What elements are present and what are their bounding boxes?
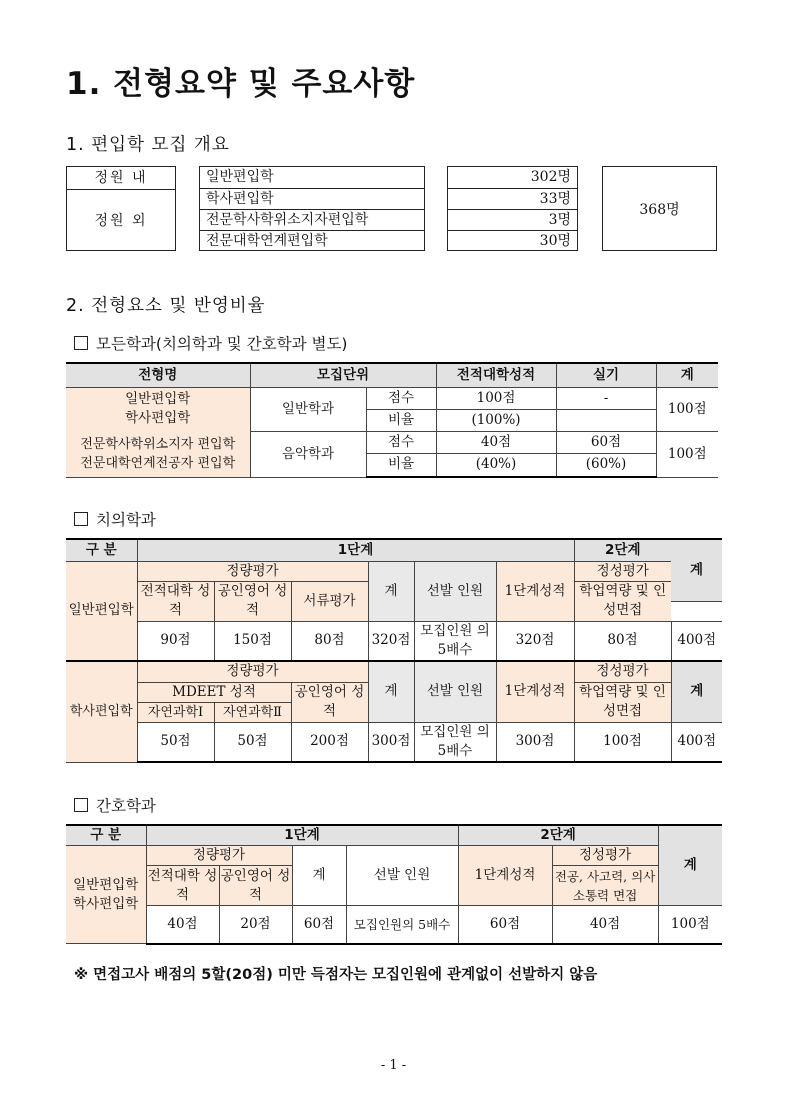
stage1-result-label: 1단계성적 [496,661,574,722]
quant-label: 정량평가 [137,661,368,682]
qual-label: 정성평가 [552,846,658,866]
checkbox-square-icon [74,798,88,812]
dental-bachelor-c2: 자연과학Ⅱ [214,702,291,722]
subheading-nursing-label: 간호학과 [96,797,156,815]
qual-label: 정성평가 [574,561,671,581]
score-label: 점수 [366,431,436,453]
dental-general-v1: 90점 [137,621,214,661]
ratio-label: 비율 [366,453,436,477]
subheading-all-label: 모든학과(치의학과 및 간호학과 별도) [96,335,348,353]
group-inner-label: 정원 내 [67,167,175,190]
subheading-dental [74,508,156,530]
dental-bachelor-select: 모집인원 의 5배수 [414,722,496,762]
header-total: 계 [658,825,722,906]
header-gubun: 구 분 [66,539,137,561]
group-outer-label: 정원 외 [94,212,148,229]
nursing-s2b: 40점 [552,906,658,944]
nursing-v1: 40점 [146,906,219,944]
interview-label: 전공, 사고력, 의사소통력 면접 [552,866,658,906]
header-total: 계 [671,539,722,601]
total-box [602,166,717,251]
nursing-c1: 전적대학 성적 [146,866,219,906]
dental-general-type: 일반편입학 [66,561,137,661]
dental-general-s2b: 80점 [574,621,671,661]
dental-bachelor-s2b: 100점 [574,722,671,762]
unit-general: 일반학과 [250,387,366,431]
dental-bachelor-s2a: 300점 [496,722,574,762]
footnote: ※ 면접고사 배점의 5할(20점) 미만 득점자는 모집인원에 관계없이 선발하지 않음 [74,967,598,983]
header-stage1: 1단계 [137,539,574,561]
count-list-box [447,166,578,251]
dental-bachelor-v3: 200점 [291,722,368,762]
type-name: 전문대학연계편입학 [200,230,424,251]
general-ratio: (100%) [436,409,556,431]
page-number: - 1 - [380,1058,407,1073]
music-practical: 60점 [556,431,656,453]
dental-bachelor-c3: 공인영어 성적 [291,682,368,722]
header-gubun: 구 분 [66,825,146,846]
header-total: 계 [656,363,718,387]
interview-label: 학업역량 및 인성면접 [574,682,671,722]
music-total: 100점 [656,431,718,477]
score-label: 점수 [366,387,436,409]
select-label: 선발 인원 [414,661,496,722]
type-count: 30명 [448,230,577,251]
interview-label: 학업역량 및 인성면접 [574,581,671,621]
nursing-s2a: 60점 [458,906,552,944]
checkbox-square-icon [74,336,88,350]
general-score: 100점 [436,387,556,409]
dental-general-v2: 150점 [214,621,291,661]
type-label: 일반편입학 [125,391,191,408]
section2-heading: 2. 전형요소 및 반영비율 [66,296,266,316]
music-practical-ratio: (60%) [556,453,656,477]
type-name: 일반편입학 [206,169,274,185]
mdeet-label: MDEET 성적 [137,682,291,702]
dental-bachelor-total: 400점 [671,722,722,762]
header-stage2: 2단계 [574,539,671,561]
ratio-label: 비율 [366,409,436,431]
dental-bachelor-v1: 50점 [137,722,214,762]
type-list-box [199,166,425,251]
dental-general-total: 400점 [671,621,722,661]
subheading-dental-label: 치의학과 [96,511,156,529]
stage1-result-label: 1단계성적 [496,561,574,621]
type-label: 학사편입학 [125,410,191,427]
nursing-select: 모집인원의 5배수 [346,906,458,944]
dental-general-select: 모집인원 의 5배수 [414,621,496,661]
header-practical: 실기 [556,363,656,387]
type-cell [66,431,250,477]
stage1-result-label: 1단계성적 [458,846,552,906]
select-label: 선발 인원 [414,561,496,621]
nursing-c2: 공인영어 성적 [219,866,292,906]
dental-general-c2: 공인영어 성적 [214,581,291,621]
dental-general-v4: 320점 [368,621,414,661]
checkbox-square-icon [74,512,88,526]
all-departments-table [66,362,718,478]
qual-label: 정성평가 [574,661,671,682]
dental-bachelor-type: 학사편입학 [66,661,137,762]
dental-table [66,538,722,763]
unit-music: 음악학과 [250,431,366,477]
header-stage2: 2단계 [458,825,658,846]
header-total: 계 [671,661,722,722]
quant-label: 정량평가 [137,561,368,581]
type-cell [66,387,250,431]
dental-bachelor-c1: 자연과학Ⅰ [137,702,214,722]
nursing-table [66,824,722,945]
general-total: 100점 [656,387,718,431]
header-prev-grade: 전적대학성적 [436,363,556,387]
type-count: 3명 [448,209,577,230]
type-label: 전문학사학위소지자 편입학 [80,436,236,452]
dental-bachelor-v2: 50점 [214,722,291,762]
dental-bachelor-v4: 300점 [368,722,414,762]
subheading-all [74,332,347,354]
sum-label: 계 [368,661,414,722]
select-label: 선발 인원 [346,846,458,906]
dental-general-s2a: 320점 [496,621,574,661]
total-count: 368명 [639,201,680,218]
dental-general-c3: 서류평가 [291,581,368,621]
sum-label: 계 [292,846,346,906]
nursing-types: 일반편입학 학사편입학 [66,846,146,944]
nursing-v3: 60점 [292,906,346,944]
dental-general-c1: 전적대학 성적 [137,581,214,621]
sum-label: 계 [368,561,414,621]
group-box [66,166,176,251]
header-unit: 모집단위 [250,363,436,387]
header-type: 전형명 [66,363,250,387]
general-practical: - [556,387,656,409]
nursing-v2: 20점 [219,906,292,944]
type-name: 전문학사학위소지자편입학 [200,209,424,230]
nursing-total: 100점 [658,906,722,944]
page-title: 1. 전형요약 및 주요사항 [66,66,416,102]
music-score: 40점 [436,431,556,453]
general-practical-ratio [556,409,656,431]
type-count: 302명 [530,169,571,185]
header-stage1: 1단계 [146,825,458,846]
type-label: 전문대학연계전공자 편입학 [80,455,236,471]
section1-heading: 1. 편입학 모집 개요 [66,135,230,155]
dental-general-v3: 80점 [291,621,368,661]
type-count: 33명 [448,188,577,209]
subheading-nursing [74,794,156,816]
type-name: 학사편입학 [200,188,424,209]
quant-label: 정량평가 [146,846,292,866]
music-ratio: (40%) [436,453,556,477]
